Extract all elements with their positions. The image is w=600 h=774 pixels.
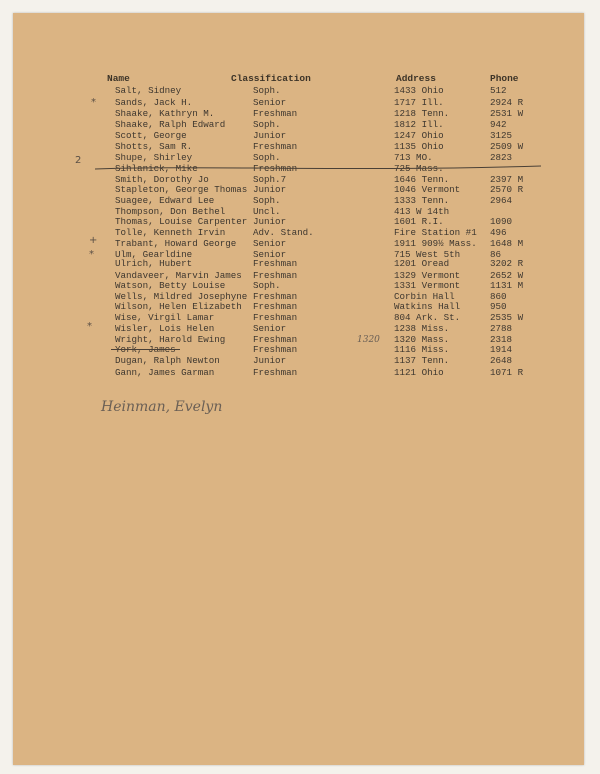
table-row: [13, 216, 584, 227]
check-mark-icon: +: [89, 235, 98, 246]
student-address: 804 Ark. St.: [394, 312, 461, 323]
student-address: 1201 Oread: [394, 258, 450, 269]
student-classification: Freshman: [253, 141, 298, 152]
student-name: Tolle, Kenneth Irvin: [115, 227, 226, 238]
student-address: 1046 Vermont: [394, 184, 461, 195]
student-phone: 2788: [490, 323, 513, 334]
student-address: 1247 Ohio: [394, 130, 444, 141]
table-row: [13, 97, 584, 108]
handwritten-signature: Heinman, Evelyn: [101, 399, 223, 415]
student-phone: 2318: [490, 334, 513, 345]
table-row: [13, 238, 584, 249]
student-classification: Junior: [253, 355, 287, 366]
student-address: 713 MO.: [394, 152, 433, 163]
table-row: [13, 367, 584, 378]
student-classification: Freshman: [253, 291, 298, 302]
student-phone: 512: [490, 85, 507, 96]
student-name: Stapleton, George Thomas: [115, 184, 248, 195]
header-classification: Classification: [231, 73, 311, 84]
check-mark-icon: *: [91, 97, 96, 108]
student-name: York, James: [115, 344, 176, 355]
student-name: Ulm, Gearldine: [115, 249, 193, 260]
table-row: [13, 280, 584, 291]
student-name: Thompson, Don Bethel: [115, 206, 226, 217]
student-name: Vandaveer, Marvin James: [115, 270, 242, 281]
table-row: [13, 141, 584, 152]
table-row: [13, 312, 584, 323]
student-classification: Freshman: [253, 270, 298, 281]
student-name: Wells, Mildred Josephyne: [115, 291, 248, 302]
student-name: Thomas, Louise Carpenter: [115, 216, 248, 227]
check-mark-icon: *: [87, 321, 92, 332]
student-classification: Uncl.: [253, 206, 281, 217]
student-name: Ulrich, Hubert: [115, 258, 193, 269]
student-phone: 1648 M: [490, 238, 524, 249]
student-address: Corbin Hall: [394, 291, 455, 302]
student-name: Shotts, Sam R.: [115, 141, 193, 152]
student-phone: 2535 W: [490, 312, 524, 323]
student-address: 1433 Ohio: [394, 85, 444, 96]
student-address: 1238 Miss.: [394, 323, 450, 334]
student-classification: Freshman: [253, 367, 298, 378]
student-phone: 942: [490, 119, 507, 130]
student-classification: Soph.: [253, 152, 281, 163]
student-address: Watkins Hall: [394, 301, 461, 312]
student-classification: Freshman: [253, 301, 298, 312]
student-phone: 2964: [490, 195, 513, 206]
handwritten-strike-line: [93, 163, 543, 175]
student-classification: Soph.: [253, 280, 281, 291]
student-phone: 2823: [490, 152, 513, 163]
student-name: Shupe, Shirley: [115, 152, 193, 163]
student-address: 1121 Ohio: [394, 367, 444, 378]
table-row: [13, 108, 584, 119]
student-address: 1135 Ohio: [394, 141, 444, 152]
table-row: [13, 258, 584, 269]
table-row: [13, 355, 584, 366]
margin-mark: 2: [75, 155, 82, 166]
student-classification: Soph.: [253, 195, 281, 206]
table-row: [13, 119, 584, 130]
student-address: 413 W 14th: [394, 206, 450, 217]
student-address: 1812 Ill.: [394, 119, 444, 130]
student-name: Wright, Harold Ewing: [115, 334, 226, 345]
student-phone: 2570 R: [490, 184, 524, 195]
student-phone: 496: [490, 227, 507, 238]
table-row: [13, 301, 584, 312]
student-phone: 3125: [490, 130, 513, 141]
student-address: 1116 Miss.: [394, 344, 450, 355]
student-classification: Freshman: [253, 163, 298, 174]
student-classification: Junior: [253, 184, 287, 195]
student-classification: Senior: [253, 97, 287, 108]
student-name: Shaake, Kathryn M.: [115, 108, 215, 119]
table-row: [13, 195, 584, 206]
header-phone: Phone: [490, 73, 519, 84]
student-phone: 86: [490, 249, 502, 260]
student-classification: Senior: [253, 323, 287, 334]
student-address: 1601 R.I.: [394, 216, 444, 227]
student-address: 725 Mass.: [394, 163, 444, 174]
check-mark-icon: *: [89, 249, 94, 260]
student-classification: Soph.: [253, 85, 281, 96]
student-address: 1911 909½ Mass.: [394, 238, 477, 249]
student-phone: 1090: [490, 216, 513, 227]
table-row: [13, 130, 584, 141]
student-classification: Senior: [253, 238, 287, 249]
student-phone: 2924 R: [490, 97, 524, 108]
student-phone: 1914: [490, 344, 513, 355]
table-row: [13, 184, 584, 195]
student-phone: 860: [490, 291, 507, 302]
student-phone: 2397 M: [490, 174, 524, 185]
header-address: Address: [396, 73, 436, 84]
student-classification: Freshman: [253, 334, 298, 345]
header-name: Name: [107, 73, 130, 84]
student-classification: Adv. Stand.: [253, 227, 314, 238]
student-name: Smith, Dorothy Jo: [115, 174, 209, 185]
student-address: 1137 Tenn.: [394, 355, 450, 366]
table-row: [13, 85, 584, 96]
student-name: Suagee, Edward Lee: [115, 195, 215, 206]
student-name: Sihlanick, Mike: [115, 163, 198, 174]
student-classification: Junior: [253, 130, 287, 141]
student-address: 1333 Tenn.: [394, 195, 450, 206]
student-classification: Freshman: [253, 312, 298, 323]
student-classification: Soph.: [253, 119, 281, 130]
handwritten-address-note: 1320: [357, 335, 380, 345]
student-phone: 3202 R: [490, 258, 524, 269]
student-name: Wisler, Lois Helen: [115, 323, 215, 334]
student-address: Fire Station #1: [394, 227, 477, 238]
student-name: Trabant, Howard George: [115, 238, 237, 249]
student-phone: 1071 R: [490, 367, 524, 378]
table-row: [13, 323, 584, 334]
student-phone: 950: [490, 301, 507, 312]
student-address: 1329 Vermont: [394, 270, 461, 281]
student-address: 1320 Mass.: [394, 334, 450, 345]
student-name: Sands, Jack H.: [115, 97, 193, 108]
table-row: [13, 227, 584, 238]
student-classification: Senior: [253, 249, 287, 260]
student-name: Scott, George: [115, 130, 187, 141]
student-name: Wilson, Helen Elizabeth: [115, 301, 242, 312]
student-phone: 2648: [490, 355, 513, 366]
student-classification: Freshman: [253, 344, 298, 355]
student-name: Wise, Virgil Lamar: [115, 312, 215, 323]
student-phone: 1131 M: [490, 280, 524, 291]
student-classification: Freshman: [253, 108, 298, 119]
student-name: Shaake, Ralph Edward: [115, 119, 226, 130]
document-page: [13, 13, 584, 765]
student-classification: Soph.7: [253, 174, 287, 185]
student-classification: Freshman: [253, 258, 298, 269]
student-phone: 2509 W: [490, 141, 524, 152]
student-name: Salt, Sidney: [115, 85, 182, 96]
student-address: 715 West 5th: [394, 249, 461, 260]
student-address: 1218 Tenn.: [394, 108, 450, 119]
student-address: 1646 Tenn.: [394, 174, 450, 185]
student-classification: Junior: [253, 216, 287, 227]
student-name: Watson, Betty Louise: [115, 280, 226, 291]
student-phone: 2652 W: [490, 270, 524, 281]
student-name: Dugan, Ralph Newton: [115, 355, 220, 366]
table-row: [13, 344, 584, 355]
table-row: [13, 152, 584, 163]
student-name: Gann, James Garman: [115, 367, 215, 378]
student-address: 1331 Vermont: [394, 280, 461, 291]
student-address: 1717 Ill.: [394, 97, 444, 108]
student-phone: 2531 W: [490, 108, 524, 119]
